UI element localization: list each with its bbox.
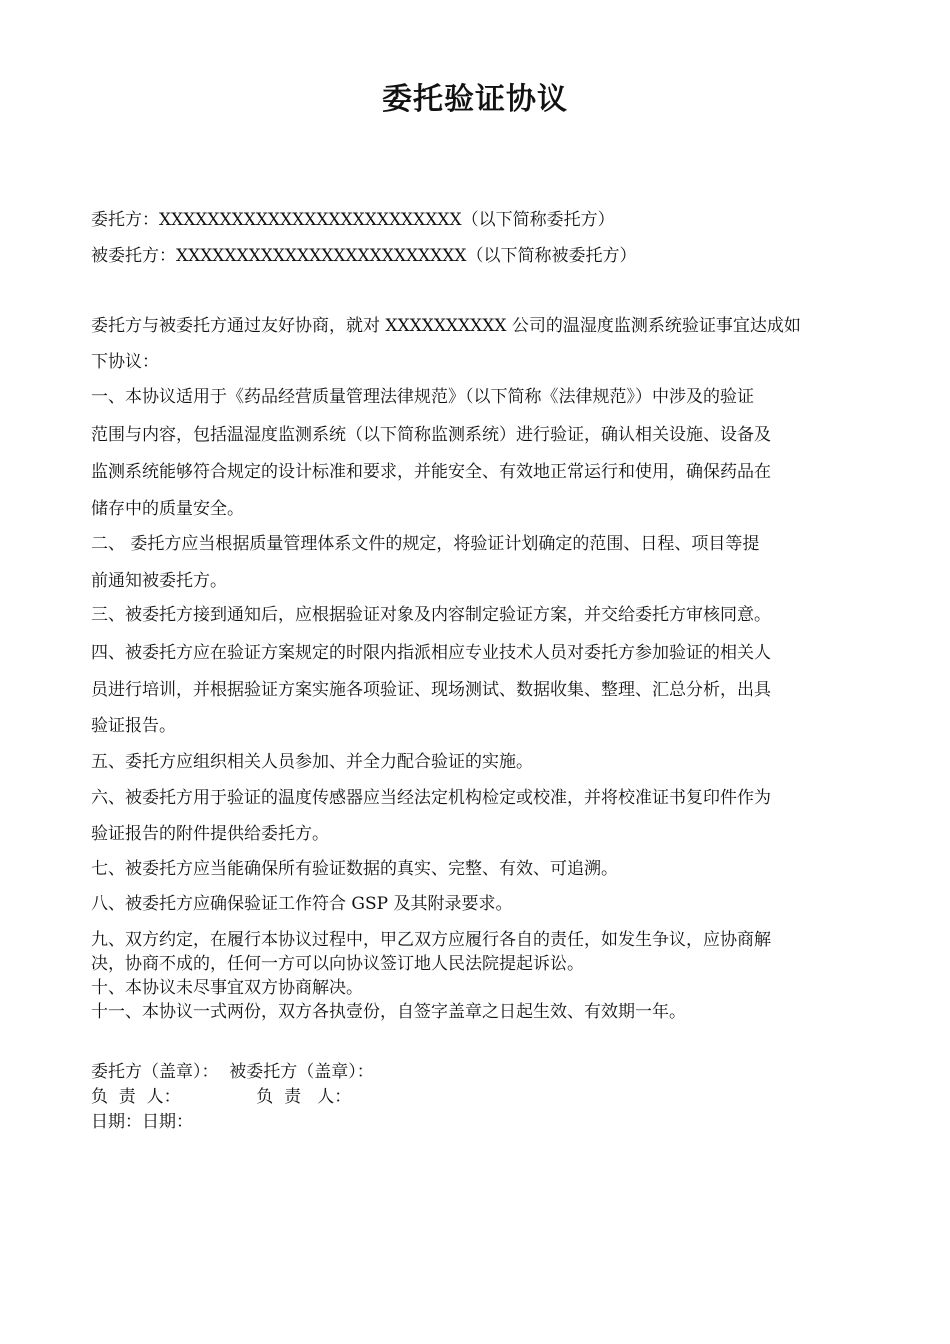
clause-1-line-3: 监测系统能够符合规定的设计标准和要求，并能安全、有效地正常运行和使用，确保药品在 xyxy=(91,462,771,482)
clause-10-line-1: 十、本协议未尽事宜双方协商解决。 xyxy=(91,978,363,998)
contractor-party-line: 被委托方：XXXXXXXXXXXXXXXXXXXXXXXX（以下简称被委托方） xyxy=(91,246,637,266)
clause-4-line-3: 验证报告。 xyxy=(91,716,176,736)
clause-6-line-1: 六、被委托方用于验证的温度传感器应当经法定机构检定或校准，并将校准证书复印件作为 xyxy=(91,788,771,808)
intro-line-2: 下协议： xyxy=(91,352,159,372)
clause-5-line-1: 五、委托方应组织相关人员参加、并全力配合验证的实施。 xyxy=(91,752,533,772)
clause-2-line-2: 前通知被委托方。 xyxy=(91,571,227,591)
clause-1-line-1: 一、本协议适用于《药品经营质量管理法律规范》（以下简称《法律规范》）中涉及的验证 xyxy=(91,387,754,407)
clause-6-line-2: 验证报告的附件提供给委托方。 xyxy=(91,824,329,844)
clause-1-line-2: 范围与内容，包括温湿度监测系统（以下简称监测系统）进行验证，确认相关设施、设备及 xyxy=(91,425,771,445)
clause-4-line-2: 员进行培训，并根据验证方案实施各项验证、现场测试、数据收集、整理、汇总分析，出具 xyxy=(91,680,771,700)
clause-9-line-2: 决，协商不成的，任何一方可以向协议签订地人民法院提起诉讼。 xyxy=(91,954,584,974)
clause-4-line-1: 四、被委托方应在验证方案规定的时限内指派相应专业技术人员对委托方参加验证的相关人 xyxy=(91,643,771,663)
clause-8-line-1: 八、被委托方应确保验证工作符合 GSP 及其附录要求。 xyxy=(91,894,513,914)
clause-7-line-1: 七、被委托方应当能确保所有验证数据的真实、完整、有效、可追溯。 xyxy=(91,859,618,879)
signature-person-line: 负 责 人： 负 责 人： xyxy=(91,1087,352,1107)
signature-date-line: 日期：日期： xyxy=(91,1112,193,1132)
client-party-line: 委托方：XXXXXXXXXXXXXXXXXXXXXXXXX（以下简称委托方） xyxy=(91,210,615,230)
clause-2-line-1: 二、 委托方应当根据质量管理体系文件的规定，将验证计划确定的范围、日程、项目等提 xyxy=(91,534,760,554)
document-title: 委托验证协议 xyxy=(382,82,568,117)
clause-3-line-1: 三、被委托方接到通知后，应根据验证对象及内容制定验证方案，并交给委托方审核同意。 xyxy=(91,605,771,625)
clause-11-line-1: 十一、本协议一式两份，双方各执壹份，自签字盖章之日起生效、有效期一年。 xyxy=(91,1002,686,1022)
clause-1-line-4: 储存中的质量安全。 xyxy=(91,499,244,519)
signature-seal-line: 委托方（盖章）： 被委托方（盖章）： xyxy=(91,1062,374,1082)
intro-line-1: 委托方与被委托方通过友好协商，就对 XXXXXXXXXX 公司的温湿度监测系统验证事宜达成如 xyxy=(91,316,801,336)
clause-9-line-1: 九、双方约定，在履行本协议过程中，甲乙双方应履行各自的责任，如发生争议，应协商解 xyxy=(91,930,771,950)
